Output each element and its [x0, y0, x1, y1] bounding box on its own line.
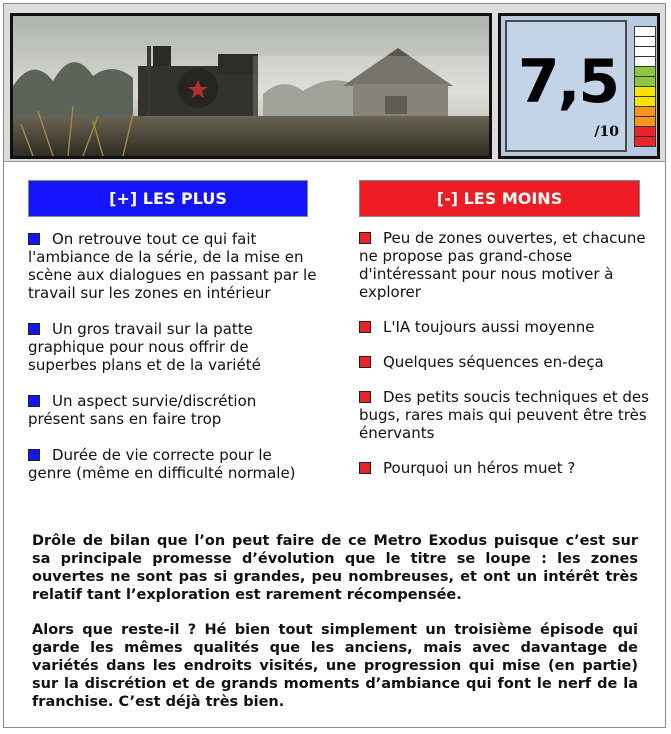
score-max: /10	[594, 124, 619, 140]
minus-item	[359, 459, 649, 477]
score-value: 7,5	[517, 47, 619, 117]
plus-item-text: On retrouve tout ce qui fait l'ambiance de la série, de la mise en scène aux dialogues en passant par le travail sur les zones en intérieur	[28, 230, 317, 302]
minus-item	[359, 388, 649, 442]
minus-item-text: Peu de zones ouvertes, et chacune ne propose pas grand-chose d'intéressant pour nous motiver à explorer	[359, 229, 646, 301]
red-square-bullet-icon	[359, 232, 371, 244]
plus-item-text: Durée de vie correcte pour le genre (même en difficulté normale)	[28, 446, 296, 482]
verdict-paragraph: Alors que reste-il ? Hé bien tout simplement un troisième épisode qui garde les mêmes qualités que les anciens, mais avec davantage de variétés dans les endroits visités, une progression qui mise (en partie) sur la discrétion et de grands moments d’ambiance qui font le nerf de la franchise. C’est déjà très bien.	[32, 622, 638, 710]
plus-item	[28, 446, 318, 482]
minus-item-text: Des petits soucis techniques et des bugs, rares mais qui peuvent être très énervants	[359, 388, 649, 442]
blue-square-bullet-icon	[28, 395, 40, 407]
red-square-bullet-icon	[359, 462, 371, 474]
minus-item	[359, 318, 649, 336]
verdict-text	[32, 532, 638, 711]
score-meter	[634, 26, 656, 154]
blue-square-bullet-icon	[28, 323, 40, 335]
minus-item-text: Pourquoi un héros muet ?	[383, 459, 576, 477]
review-verdict-card	[3, 3, 666, 728]
minus-item	[359, 229, 649, 301]
minus-item	[359, 353, 649, 371]
game-screenshot	[10, 13, 492, 159]
plus-item	[28, 320, 318, 374]
score-display	[505, 20, 627, 152]
minus-heading: [-] LES MOINS	[359, 180, 640, 217]
verdict-paragraph: Drôle de bilan que l’on peut faire de ce Metro Exodus puisque c’est sur sa principale promesse d’évolution que le titre se loupe : les zones ouvertes ne sont pas si grandes, peu nombreuses, et ont un intérêt très relatif tant l’exploration est rarement récompensée.	[32, 533, 638, 603]
review-header	[4, 4, 665, 162]
red-square-bullet-icon	[359, 356, 371, 368]
screenshot-artwork	[13, 16, 489, 156]
plus-item	[28, 392, 318, 428]
minus-item-text: Quelques séquences en-deça	[383, 353, 604, 371]
red-square-bullet-icon	[359, 391, 371, 403]
blue-square-bullet-icon	[28, 233, 40, 245]
plus-list	[28, 230, 318, 500]
meter-segment	[634, 136, 656, 147]
plus-heading: [+] LES PLUS	[28, 180, 308, 217]
blue-square-bullet-icon	[28, 449, 40, 461]
minus-item-text: L'IA toujours aussi moyenne	[383, 318, 595, 336]
plus-item	[28, 230, 318, 302]
red-square-bullet-icon	[359, 321, 371, 333]
score-panel	[498, 13, 660, 159]
plus-item-text: Un aspect survie/discrétion présent sans en faire trop	[28, 392, 257, 428]
plus-item-text: Un gros travail sur la patte graphique pour nous offrir de superbes plans et de la variété	[28, 320, 261, 374]
minus-list	[359, 229, 649, 494]
